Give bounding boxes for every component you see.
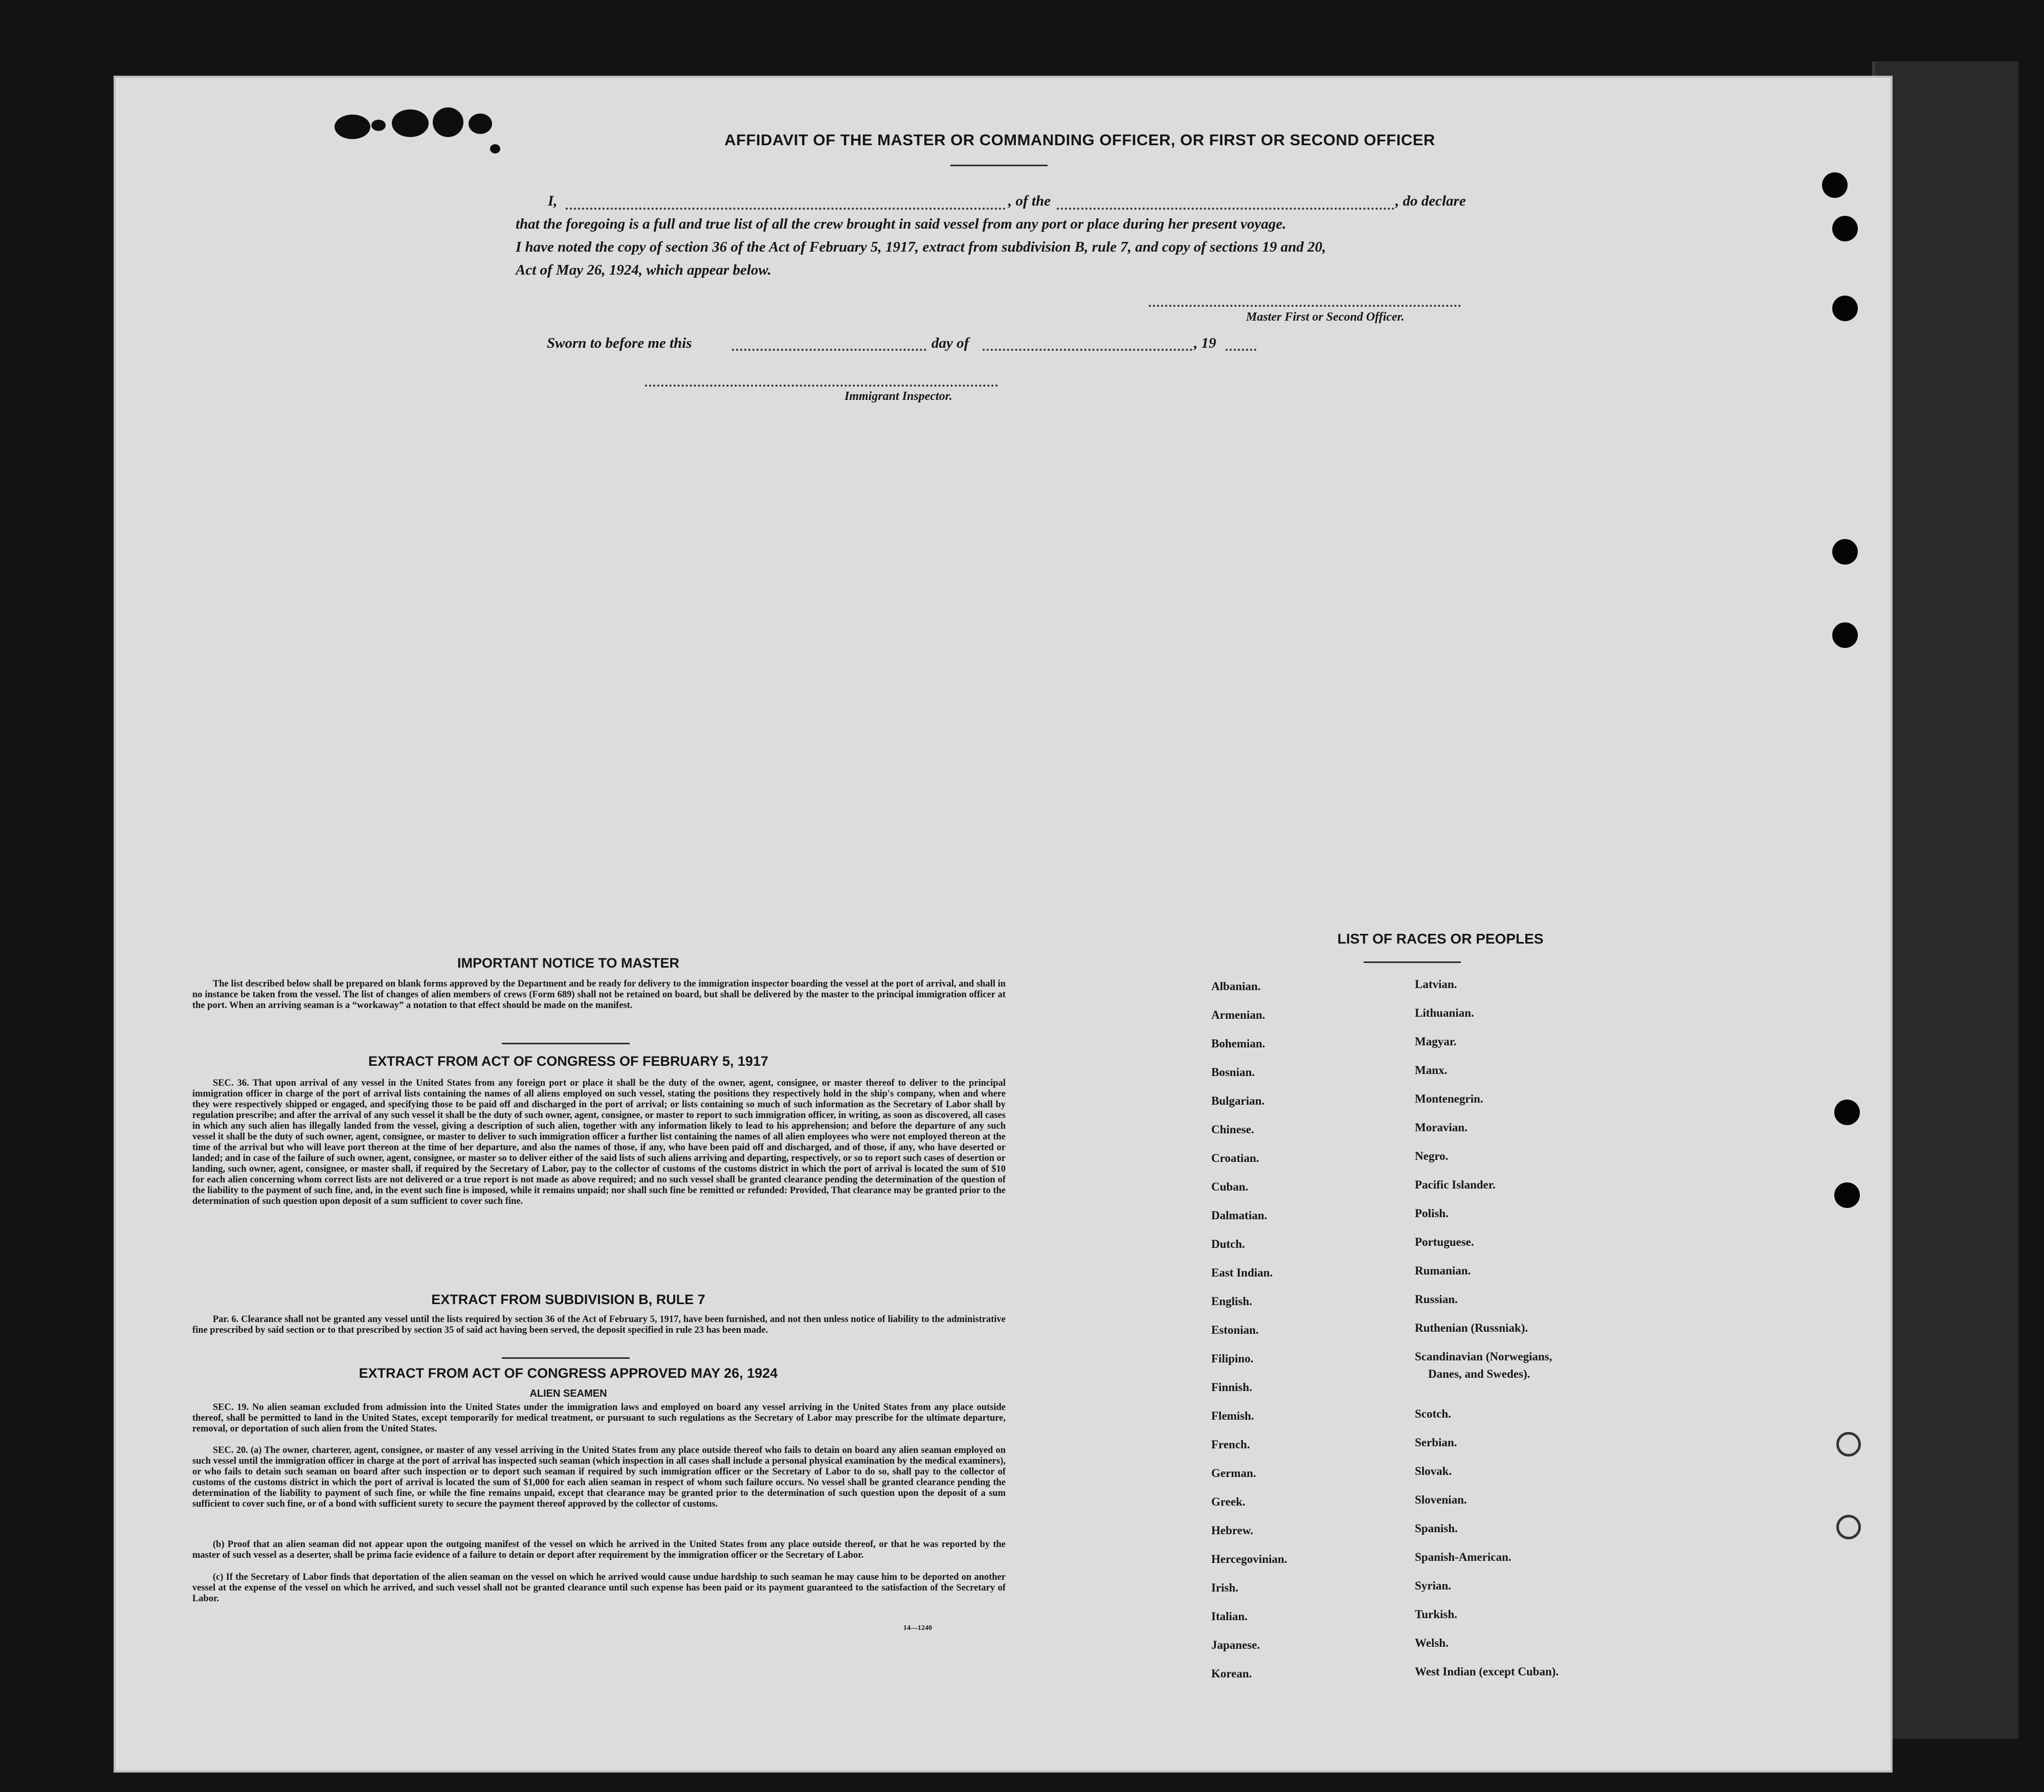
title-underline	[950, 165, 1048, 166]
race-item: Hebrew.	[1211, 1524, 1253, 1537]
race-item: Ruthenian (Russniak).	[1415, 1321, 1528, 1334]
race-item: Finnish.	[1211, 1381, 1252, 1394]
binder-hole-open	[1836, 1432, 1861, 1457]
race-item: Negro.	[1415, 1150, 1449, 1162]
race-item: Slovenian.	[1415, 1493, 1467, 1506]
binder-hole	[1834, 1182, 1860, 1208]
race-item: Japanese.	[1211, 1639, 1260, 1651]
race-item: Irish.	[1211, 1581, 1239, 1594]
race-item: Chinese.	[1211, 1123, 1254, 1136]
binder-hole	[1834, 1100, 1860, 1125]
ink-blot	[371, 120, 386, 131]
race-item: Moravian.	[1415, 1121, 1468, 1134]
race-item: East Indian.	[1211, 1266, 1273, 1279]
ink-blot	[490, 144, 500, 153]
inspector-signature-label: Immigrant Inspector.	[845, 390, 952, 403]
race-item: Italian.	[1211, 1610, 1248, 1623]
race-item: French.	[1211, 1438, 1250, 1451]
affidavit-line1-c: , do declare	[1395, 193, 1466, 209]
race-item: Cuban.	[1211, 1180, 1249, 1193]
sworn-day-blank	[732, 349, 926, 351]
sec20a-text: SEC. 20. (a) The owner, charterer, agent, consignee, or master of any vessel arriving in the United States from any place outside thereof who fails to detain on board any alien seaman employed on such vessel until the immigration officer in charge at the port of arrival has inspected such seaman (which inspection in all cases shall include a personal physical examination by the medical examiners), or who fails to detain such seaman on board after such inspection or to deport such seaman if required by such immigration officer or the Secretary of Labor to do so, shall pay to the collector of customs of the customs district in which the port of arrival is located the sum of $1,000 for each alien seaman in respect of whom such failure occurs. No vessel shall be granted clearance pending the determination of the liability to payment of such fine, or while the fine remains unpaid, except that clearance may be granted prior to the determination of such question upon the deposit of a sum sufficient to cover such fine, or of a bond with sufficient surety to secure the payment thereof approved by the collector of customs.	[192, 1445, 1006, 1509]
race-item: Hercegovinian.	[1211, 1553, 1287, 1565]
binder-hole	[1832, 216, 1858, 241]
sworn-text-a: Sworn to before me this	[547, 335, 692, 351]
inspector-signature-line	[645, 385, 998, 387]
binder-hole	[1832, 539, 1858, 565]
extract-rule7-text: Par. 6. Clearance shall not be granted any vessel until the lists required by section 36 of the Act of February 5, 1917, have been furnished, and not then unless notice of liability to the administrative fine prescribed by said section or to that prescribed by section 35 of said act having been served, the deposit specified in rule 23 has been made.	[192, 1314, 1006, 1335]
race-item: Croatian.	[1211, 1152, 1259, 1164]
race-item: Scotch.	[1415, 1407, 1451, 1420]
race-item: Armenian.	[1211, 1009, 1265, 1021]
sec19-text: SEC. 19. No alien seaman excluded from admission into the United States under the immigration laws and employed on board any vessel arriving in the United States from any place outside thereof, shall be permitted to land in the United States, except temporarily for medical treatment, or pursuant to such regulations as the Secretary of Labor may prescribe for the ultimate departure, removal, or deportation of such alien from the United States.	[192, 1402, 1006, 1434]
master-signature-line	[1149, 305, 1461, 307]
extract-1917-text: SEC. 36. That upon arrival of any vessel in the United States from any foreign port or place it shall be the duty of the owner, agent, consignee, or master thereof to deliver to the principal immigration officer in charge of the port of arrival lists containing the names of all aliens employed on such vessel, stating the positions they respectively hold in the ship's company, when and where they were respectively shipped or engaged, and specifying those to be paid off and discharged in the port of arrival; or lists containing so much of such information as the Secretary of Labor shall by regulation prescribe; and after the arrival of any such vessel it shall be the duty of such owner, agent, consignee, or master to report to such immigration officer, in writing, as soon as discovered, all cases in which any such alien has illegally landed from the vessel, giving a description of such alien, together with any information likely to lead to his apprehension; and before the departure of any such vessel it shall be the duty of such owner, agent, consignee, or master to deliver to such immigration officer a further list containing the names of all alien employees who were not employed thereon at the time of the arrival but who will leave port thereon at the time of her departure, and also the names of those, if any, who have been paid off and discharged, and of those, if any, who have deserted or landed; and in case of the failure of such owner, agent, consignee, or master so to deliver either of the said lists of such aliens arriving and departing, respectively, or so to report such cases of desertion or landing, such owner, agent, consignee, or master shall, if required by the Secretary of Labor, pay to the collector of customs of the customs district in which the port of arrival is located the sum of $10 for each alien concerning whom correct lists are not delivered or a true report is not made as above required; and no such vessel shall be granted clearance pending the determination of the question of the liability to the payment of such fine, and, in the event such fine is imposed, while it remains unpaid; nor shall such fine be remitted or refunded: Provided, That clearance may be granted prior to the determination of such question upon deposit of a sum sufficient to cover such fine.	[192, 1078, 1006, 1206]
race-item: Polish.	[1415, 1207, 1449, 1220]
race-item: Greek.	[1211, 1495, 1246, 1508]
notice-text: The list described below shall be prepared on blank forms approved by the Department and be ready for delivery to the immigration inspector boarding the vessel at the port of arrival, and shall in no instance be taken from the vessel. The list of changes of alien members of crews (Form 689) shall not be retained on board, but shall be delivered by the master to the principal immigration officer at the port. When an arriving seaman is a “workaway” a notation to that effect should be made on the manifest.	[192, 979, 1006, 1011]
sworn-month-blank	[983, 349, 1192, 351]
race-item: Lithuanian.	[1415, 1006, 1474, 1019]
affidavit-line1-b: , of the	[1008, 193, 1051, 209]
race-item: Spanish.	[1415, 1522, 1458, 1535]
race-item: Korean.	[1211, 1667, 1252, 1680]
master-signature-label: Master First or Second Officer.	[1246, 310, 1405, 324]
form-number: 14—1240	[903, 1624, 932, 1632]
race-item: Bohemian.	[1211, 1037, 1265, 1050]
affidavit-title: AFFIDAVIT OF THE MASTER OR COMMANDING OFFICER, OR FIRST OR SECOND OFFICER	[724, 131, 1435, 149]
binder-hole	[1832, 622, 1858, 648]
race-item: Slovak.	[1415, 1465, 1452, 1477]
extract-1924-title: EXTRACT FROM ACT OF CONGRESS APPROVED MAY 26, 1924	[359, 1365, 778, 1381]
race-item: Dalmatian.	[1211, 1209, 1268, 1222]
race-item: Portuguese.	[1415, 1236, 1474, 1248]
race-item: Rumanian.	[1415, 1264, 1471, 1277]
affidavit-line4: Act of May 26, 1924, which appear below.	[516, 262, 771, 278]
race-item: Spanish-American.	[1415, 1551, 1512, 1563]
notice-title: IMPORTANT NOTICE TO MASTER	[457, 955, 679, 971]
name-blank-line	[566, 208, 1006, 210]
race-item: Serbian.	[1415, 1436, 1457, 1449]
binder-hole-open	[1836, 1515, 1861, 1539]
race-item: Flemish.	[1211, 1409, 1254, 1422]
sworn-year-blank	[1226, 349, 1256, 351]
binder-hole	[1832, 296, 1858, 321]
ink-blot	[335, 115, 370, 139]
binder-hole	[1822, 172, 1848, 198]
race-item: West Indian (except Cuban).	[1415, 1665, 1559, 1678]
races-title-underline	[1364, 961, 1461, 963]
extract-1917-title: EXTRACT FROM ACT OF CONGRESS OF FEBRUARY 5, 1917	[368, 1054, 769, 1069]
section-divider	[502, 1357, 630, 1359]
race-item: Filipino.	[1211, 1352, 1254, 1365]
ink-blot	[392, 109, 429, 137]
race-item: Bulgarian.	[1211, 1094, 1265, 1107]
extract-rule7-title: EXTRACT FROM SUBDIVISION B, RULE 7	[431, 1292, 705, 1307]
race-item: Dutch.	[1211, 1238, 1245, 1250]
vessel-blank-line	[1057, 208, 1394, 210]
affidavit-line3: I have noted the copy of section 36 of the Act of February 5, 1917, extract from subdivision B, rule 7, and copy of sections 19 and 20,	[516, 239, 1326, 255]
ink-blot	[433, 107, 463, 137]
race-item: Russian.	[1415, 1293, 1458, 1306]
scan-background-edge	[1872, 61, 2018, 1739]
race-item: Albanian.	[1211, 980, 1261, 993]
alien-seamen-subtitle: ALIEN SEAMEN	[529, 1388, 607, 1399]
sec20b-text: (b) Proof that an alien seaman did not appear upon the outgoing manifest of the vessel on which he arrived in the United States from any place outside thereof, or that he was reported by the master of such vessel as a deserter, shall be prima facie evidence of a failure to detain or deport after requirement by the immigration officer or the Secretary of Labor.	[192, 1539, 1006, 1560]
race-item: English.	[1211, 1295, 1252, 1308]
race-item: Estonian.	[1211, 1324, 1259, 1336]
race-item: Manx.	[1415, 1064, 1448, 1077]
race-item: Latvian.	[1415, 978, 1457, 991]
race-item: Turkish.	[1415, 1608, 1457, 1621]
race-item: Montenegrin.	[1415, 1092, 1483, 1105]
sworn-text-b: day of	[931, 335, 969, 351]
affidavit-line1-a: I,	[548, 193, 558, 209]
race-item: Welsh.	[1415, 1637, 1449, 1649]
race-item-continued: Danes, and Swedes).	[1428, 1368, 1530, 1380]
race-item: German.	[1211, 1467, 1256, 1480]
section-divider	[502, 1043, 630, 1044]
sec20c-text: (c) If the Secretary of Labor finds that deportation of the alien seaman on the vessel on which he arrived would cause undue hardship to such seaman he may cause him to be deported on another vessel at the expense of the vessel on which he arrived, and such vessel shall not be granted clearance until such expense has been paid or its payment guaranteed to the satisfaction of the Secretary of Labor.	[192, 1572, 1006, 1604]
race-item: Magyar.	[1415, 1035, 1457, 1048]
race-item: Bosnian.	[1211, 1066, 1255, 1079]
race-item: Syrian.	[1415, 1579, 1451, 1592]
sworn-text-c: , 19	[1194, 335, 1216, 351]
race-item: Scandinavian (Norwegians,	[1415, 1350, 1552, 1363]
ink-blot	[469, 114, 492, 134]
race-item: Pacific Islander.	[1415, 1178, 1496, 1191]
manifest-back-page	[114, 76, 1893, 1773]
races-list-title: LIST OF RACES OR PEOPLES	[1337, 931, 1544, 947]
affidavit-line2: that the foregoing is a full and true list of all the crew brought in said vessel from any port or place during her present voyage.	[516, 216, 1286, 232]
